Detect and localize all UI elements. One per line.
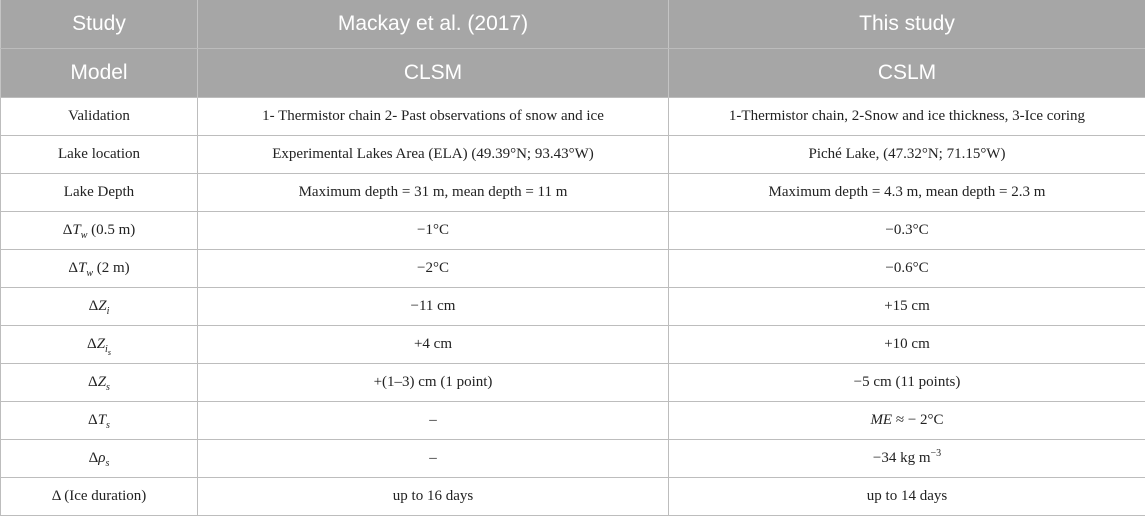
header-this-study: This study — [669, 0, 1145, 49]
cell-mackay: Experimental Lakes Area (ELA) (49.39°N; 93.43°W) — [198, 136, 669, 174]
delta-symbol: Δ — [88, 298, 99, 314]
header-model: Model — [1, 49, 198, 98]
var-z: Z — [98, 298, 107, 314]
cell-mackay: −1°C — [198, 212, 669, 250]
table-row — [1, 212, 1145, 250]
density-value: −34 kg m — [872, 450, 931, 466]
cell-mackay: +4 cm — [198, 326, 669, 364]
sub-s: s — [107, 348, 111, 357]
table-row — [1, 440, 1145, 478]
cell-this-study — [669, 440, 1145, 478]
sub-s: s — [106, 420, 110, 431]
sub-s: s — [105, 458, 110, 469]
var-z: Z — [96, 336, 106, 352]
row-label-delta-tw-2 — [1, 250, 198, 288]
row-label-delta-tw-05 — [1, 212, 198, 250]
sub-w: w — [86, 268, 93, 279]
var-z: Z — [97, 374, 107, 390]
row-label-delta-zi — [1, 288, 198, 326]
table-row — [1, 288, 1145, 326]
cell-mackay: up to 16 days — [198, 478, 669, 516]
cell-mackay: +(1–3) cm (1 point) — [198, 364, 669, 402]
var-rho: ρ — [98, 450, 106, 466]
table-row — [1, 478, 1145, 516]
row-label-lake-depth: Lake Depth — [1, 174, 198, 212]
cell-mackay: 1- Thermistor chain 2- Past observations of snow and ice — [198, 98, 669, 136]
cell-mackay: Maximum depth = 31 m, mean depth = 11 m — [198, 174, 669, 212]
cell-this-study: Piché Lake, (47.32°N; 71.15°W) — [669, 136, 1145, 174]
header-model-cslm: CSLM — [669, 49, 1145, 98]
cell-mackay: −11 cm — [198, 288, 669, 326]
row-label-delta-zis — [1, 326, 198, 364]
row-label-delta-zs — [1, 364, 198, 402]
delta-symbol: Δ — [88, 412, 98, 428]
header-row-study — [1, 0, 1145, 49]
depth-label: (2 m) — [93, 260, 130, 276]
cell-this-study: up to 14 days — [669, 478, 1145, 516]
table-row — [1, 326, 1145, 364]
density-exponent: −3 — [930, 448, 942, 459]
delta-symbol: Δ — [88, 450, 99, 466]
cell-mackay: – — [198, 440, 669, 478]
me-label: ME — [870, 412, 893, 428]
cell-this-study: +15 cm — [669, 288, 1145, 326]
delta-symbol: Δ — [68, 260, 78, 276]
cell-this-study: −0.3°C — [669, 212, 1145, 250]
row-label-ice-duration: Δ (Ice duration) — [1, 478, 198, 516]
sub-i: is — [105, 344, 111, 357]
header-study: Study — [1, 0, 198, 49]
cell-mackay: – — [198, 402, 669, 440]
var-t: T — [72, 222, 81, 238]
table-row — [1, 402, 1145, 440]
table-row — [1, 98, 1145, 136]
table-row — [1, 174, 1145, 212]
sub-s: s — [106, 382, 110, 393]
var-t: T — [77, 260, 87, 276]
row-label-lake-location: Lake location — [1, 136, 198, 174]
row-label-delta-rho — [1, 440, 198, 478]
delta-symbol: Δ — [88, 374, 98, 390]
cell-mackay: −2°C — [198, 250, 669, 288]
cell-this-study — [669, 402, 1145, 440]
cell-this-study: +10 cm — [669, 326, 1145, 364]
sub-i: i — [106, 306, 110, 317]
header-mackay: Mackay et al. (2017) — [198, 0, 669, 49]
cell-this-study: 1-Thermistor chain, 2-Snow and ice thickness, 3-Ice coring — [669, 98, 1145, 136]
cell-this-study: −0.6°C — [669, 250, 1145, 288]
cell-this-study: −5 cm (11 points) — [669, 364, 1145, 402]
depth-label: (0.5 m) — [87, 222, 136, 238]
delta-symbol: Δ — [62, 222, 73, 238]
table-row — [1, 250, 1145, 288]
sub-w: w — [80, 230, 88, 241]
me-value: ≈ − 2°C — [895, 412, 944, 428]
cell-this-study: Maximum depth = 4.3 m, mean depth = 2.3 m — [669, 174, 1145, 212]
row-label-validation: Validation — [1, 98, 198, 136]
header-row-model — [1, 49, 1145, 98]
table-row — [1, 136, 1145, 174]
delta-symbol: Δ — [87, 336, 97, 352]
row-label-delta-ts — [1, 402, 198, 440]
table-row — [1, 364, 1145, 402]
header-model-clsm: CLSM — [198, 49, 669, 98]
var-t: T — [97, 412, 107, 428]
